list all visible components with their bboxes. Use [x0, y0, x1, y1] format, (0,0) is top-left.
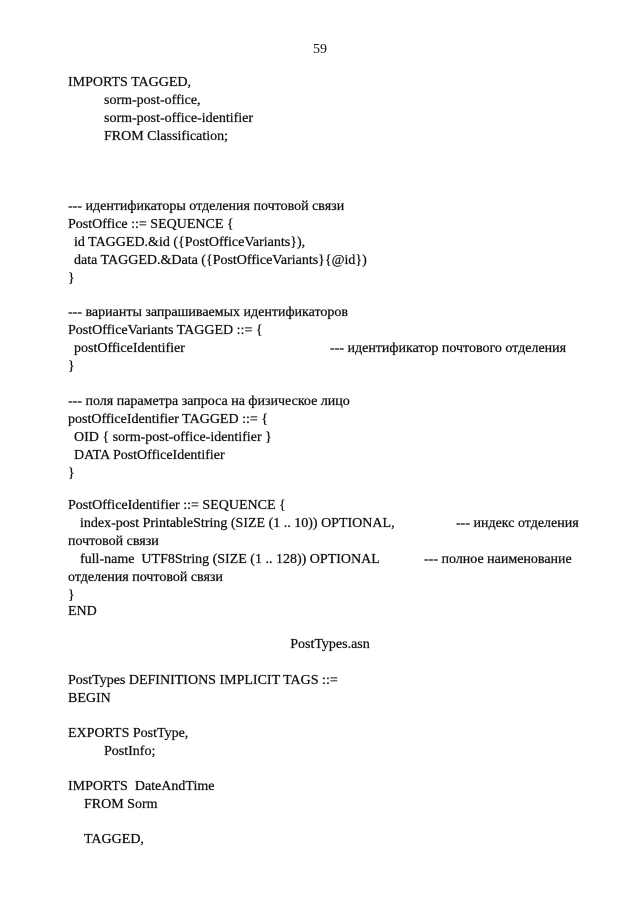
comment-request-parameter-fields: --- поля параметра запроса на физическое лицо — [68, 394, 350, 409]
end-keyword: END — [68, 604, 97, 619]
import-item-post-office-identifier: sorm-post-office-identifier — [104, 111, 254, 126]
post-office-variants-definition: PostOfficeVariants TAGGED ::= { — [68, 323, 263, 338]
comment-index-post: --- индекс отделения — [456, 516, 579, 531]
post-office-identifier-sequence-definition: PostOfficeIdentifier ::= SEQUENCE { — [68, 498, 286, 513]
post-office-close-brace: } — [68, 271, 75, 286]
import-item-post-office: sorm-post-office, — [104, 93, 201, 108]
begin-keyword: BEGIN — [68, 691, 111, 706]
comment-requested-identifiers: --- варианты запрашиваемых идентификаторов — [68, 305, 348, 320]
post-office-identifier-tagged-definition: postOfficeIdentifier TAGGED ::= { — [68, 412, 268, 427]
comment-index-post-continuation: почтовой связи — [68, 534, 159, 549]
tagged-import: TAGGED, — [84, 832, 144, 847]
post-office-identifier-sequence-close-brace: } — [68, 588, 75, 603]
exports-item-post-info: PostInfo; — [104, 744, 156, 759]
post-office-definition: PostOffice ::= SEQUENCE { — [68, 217, 234, 232]
imports-line: IMPORTS TAGGED, — [68, 75, 192, 90]
post-office-variants-close-brace: } — [68, 359, 75, 374]
comment-post-office-identifier: --- идентификатор почтового отделения — [330, 341, 567, 356]
imports-date-and-time: IMPORTS DateAndTime — [68, 779, 215, 794]
comment-post-office-identifiers: --- идентификаторы отделения почтовой связи — [68, 199, 345, 214]
full-name-field: full-name UTF8String (SIZE (1 .. 128)) OPTIONAL — [80, 552, 380, 567]
post-types-definitions: PostTypes DEFINITIONS IMPLICIT TAGS ::= — [68, 673, 338, 688]
import-from-classification: FROM Classification; — [104, 129, 229, 144]
comment-full-name-continuation: отделения почтовой связи — [68, 570, 223, 585]
data-field: DATA PostOfficeIdentifier — [74, 448, 225, 463]
imports-from-sorm: FROM Sorm — [84, 797, 158, 812]
post-office-identifier-tagged-close-brace: } — [68, 466, 75, 481]
variant-post-office-identifier: postOfficeIdentifier — [74, 341, 185, 356]
post-office-field-data: data TAGGED.&Data ({PostOfficeVariants}{@id}) — [74, 253, 367, 268]
page-number: 59 — [313, 42, 327, 57]
exports-line: EXPORTS PostType, — [68, 726, 189, 741]
comment-full-name: --- полное наименование — [424, 552, 572, 567]
post-office-field-id: id TAGGED.&id ({PostOfficeVariants}), — [74, 235, 306, 250]
index-post-field: index-post PrintableString (SIZE (1 .. 10)) OPTIONAL, — [80, 516, 395, 531]
oid-field: OID { sorm-post-office-identifier } — [74, 430, 272, 445]
file-title: PostTypes.asn — [290, 637, 370, 652]
